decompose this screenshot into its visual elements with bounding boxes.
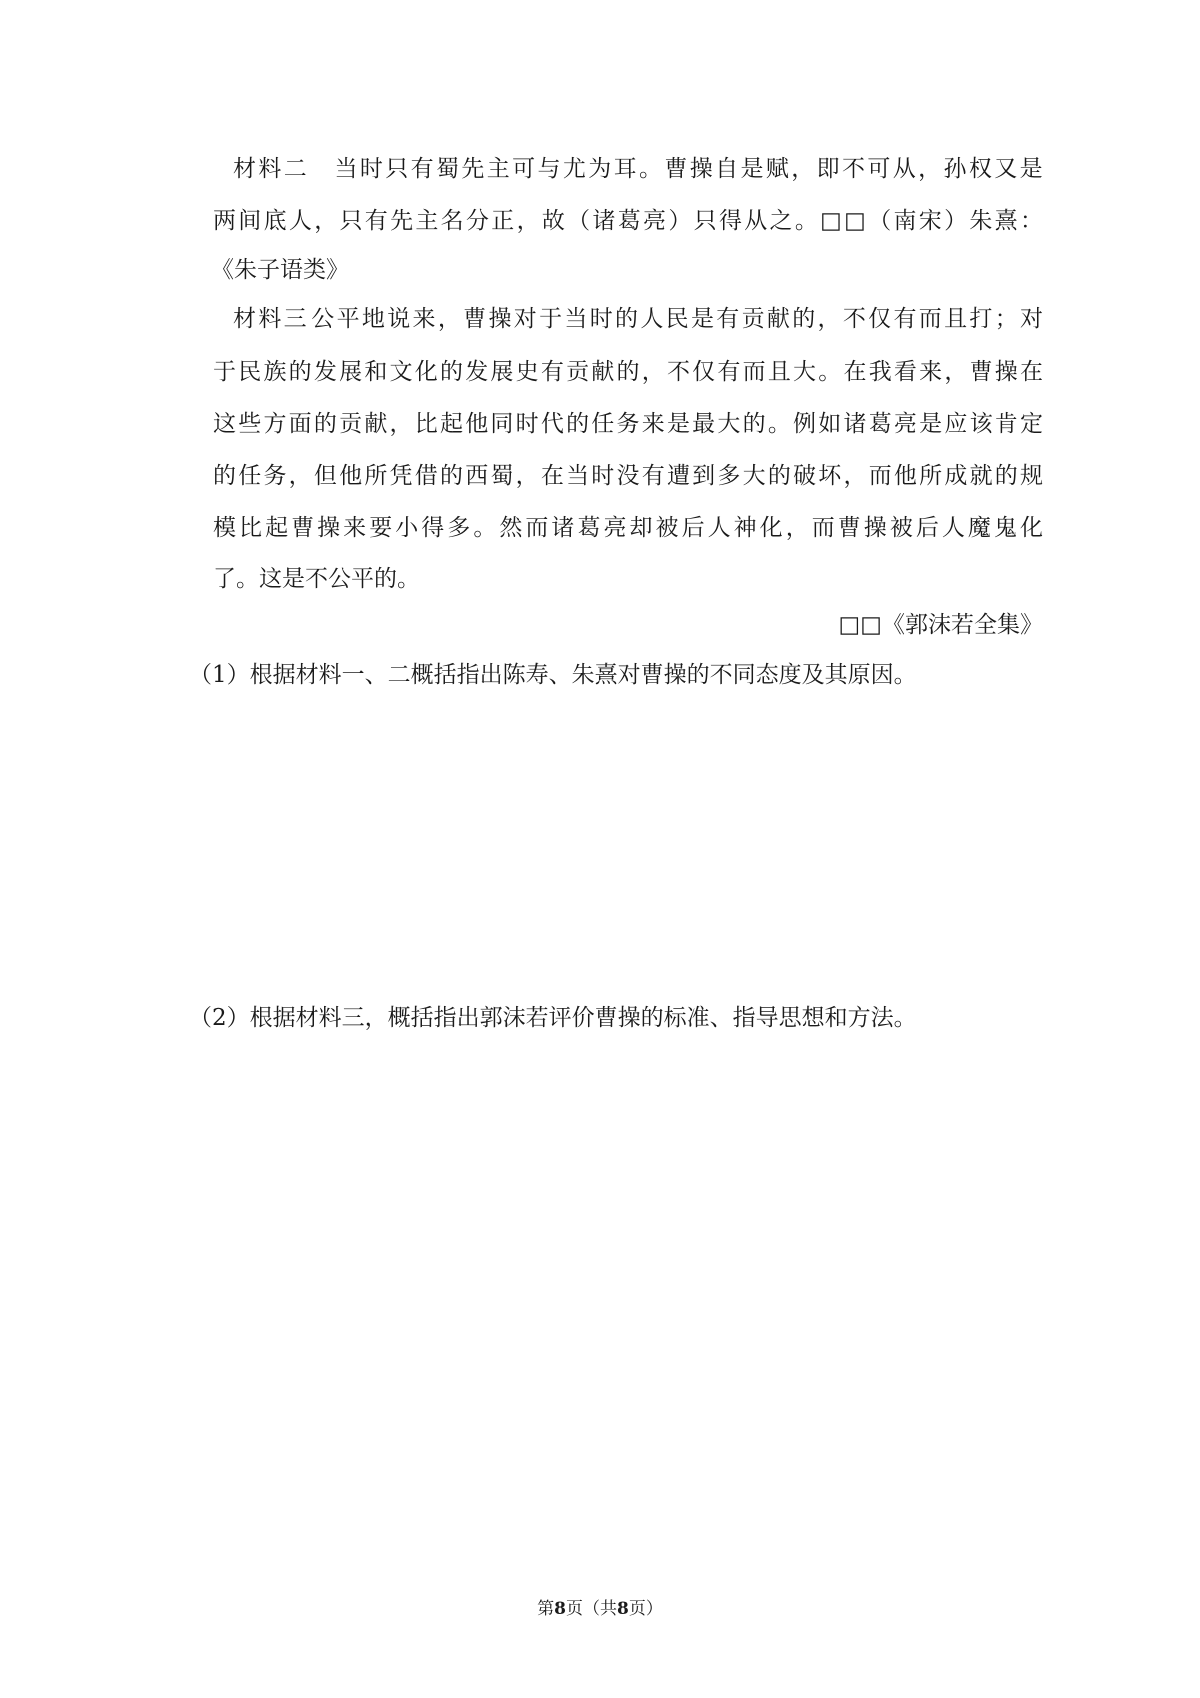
question-1: （1）根据材料一、二概括指出陈寿、朱熹对曹操的不同态度及其原因。: [189, 662, 917, 688]
material-3-line-3: 这 些 方 面 的 贡 献 ， 比 起 他 同 时 代 的 任 务 来 是 最 大 的 。 例 如 诸 葛 亮 是 应 该 肯 定: [213, 411, 1043, 437]
footer-page-number: 8: [554, 1599, 566, 1619]
material-2-line-2: 两 间 底 人 ， 只 有 先 主 名 分 正 ， 故 （ 诸 葛 亮 ） 只 得 从 之 。 □ □ （ 南 宋 ） 朱 熹 ：: [213, 208, 1043, 234]
material-3-source: □□《郭沫若全集》: [838, 612, 1043, 638]
footer-total-pages: 8: [617, 1599, 629, 1619]
footer-suffix: 页）: [628, 1599, 663, 1619]
question-2: （2）根据材料三，概括指出郭沫若评价曹操的标准、指导思想和方法。: [189, 1005, 917, 1031]
page-footer: [0, 1598, 1200, 1620]
material-3-line-1: 材 料 三 公 平 地 说 来 ， 曹 操 对 于 当 时 的 人 民 是 有 贡 献 的 ， 不 仅 有 而 且 打 ； 对: [233, 306, 1043, 332]
material-3-line-6: 了。这是不公平的。: [213, 566, 420, 592]
material-2-line-3: 《朱子语类》: [211, 257, 349, 283]
material-3-line-2: 于 民 族 的 发 展 和 文 化 的 发 展 史 有 贡 献 的 ， 不 仅 有 而 且 大 。 在 我 看 来 ， 曹 操 在: [213, 359, 1043, 385]
material-3-line-5: 模 比 起 曹 操 来 要 小 得 多 。 然 而 诸 葛 亮 却 被 后 人 神 化 ， 而 曹 操 被 后 人 魔 鬼 化: [213, 515, 1043, 541]
material-3-line-4: 的 任 务 ， 但 他 所 凭 借 的 西 蜀 ， 在 当 时 没 有 遭 到 多 大 的 破 坏 ， 而 他 所 成 就 的 规: [213, 463, 1043, 489]
material-2-line-1: 材 料 二 当 时 只 有 蜀 先 主 可 与 尤 为 耳 。 曹 操 自 是 赋 ， 即 不 可 从 ， 孙 权 又 是: [233, 156, 1043, 182]
footer-middle: 页（共: [566, 1599, 617, 1619]
footer-prefix: 第: [537, 1599, 555, 1619]
